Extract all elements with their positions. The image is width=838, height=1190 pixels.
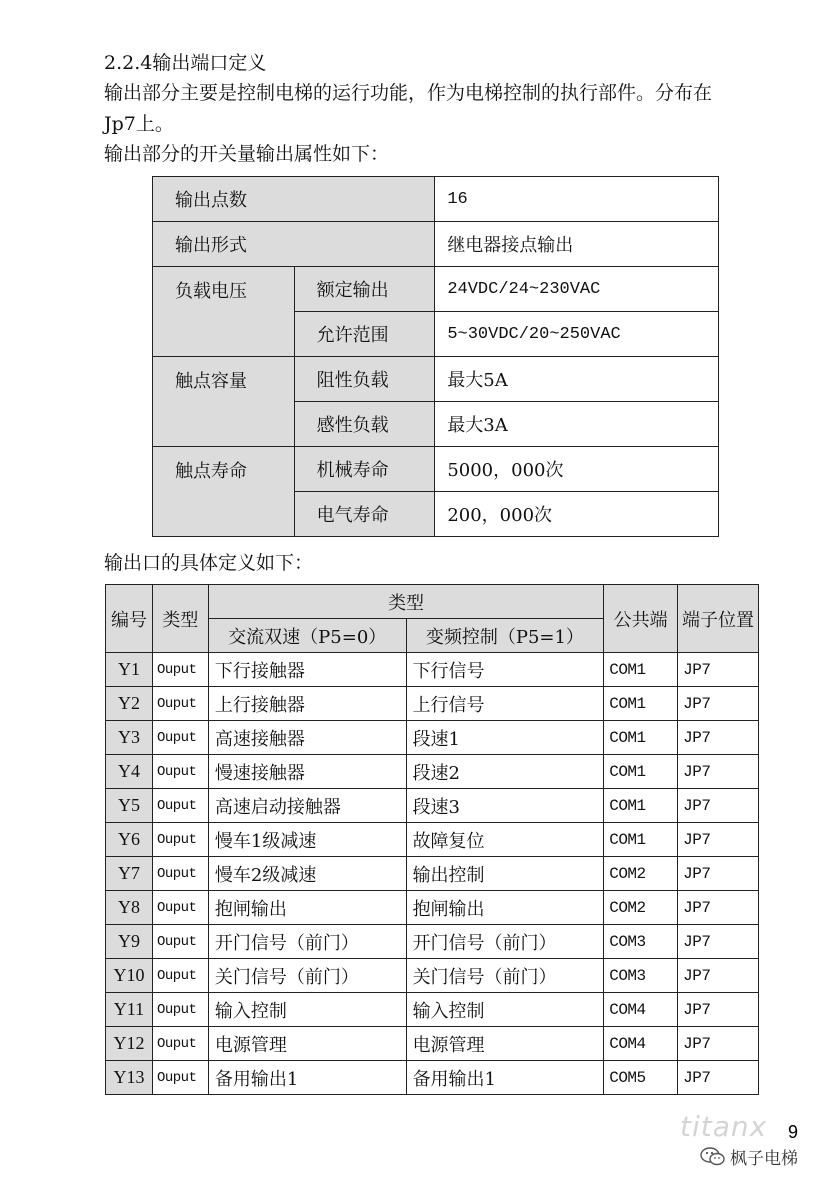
attr-label: 输出形式 [153,222,435,267]
attr-row-output-form [153,222,719,267]
attr-sublabel: 电气寿命 [294,492,435,537]
attr-sublabel: 感性负载 [294,402,435,447]
table-row [106,1027,759,1061]
cell-vf-control: 输入控制 [406,993,604,1027]
intro-paragraph-line-2: Jp7上。 [104,113,174,135]
cell-ac-two-speed: 关门信号（前门） [208,959,406,993]
cell-terminal: JP7 [678,891,759,925]
cell-common: COM2 [604,857,678,891]
cell-type: Ouput [152,891,208,925]
attr-value: 5~30VDC/20~250VAC [435,312,719,357]
cell-number: Y10 [106,959,153,993]
attr-sublabel: 允许范围 [294,312,435,357]
table-header-row [106,585,759,619]
attr-value: 200，000次 [435,492,719,537]
cell-vf-control: 备用输出1 [406,1061,604,1095]
cell-ac-two-speed: 上行接触器 [208,687,406,721]
cell-terminal: JP7 [678,687,759,721]
page-number: 9 [788,1122,799,1142]
cell-terminal: JP7 [678,857,759,891]
cell-ac-two-speed: 慢车1级减速 [208,823,406,857]
cell-number: Y9 [106,925,153,959]
cell-common: COM4 [604,1027,678,1061]
cell-terminal: JP7 [678,1027,759,1061]
table-row [106,687,759,721]
cell-terminal: JP7 [678,925,759,959]
header-vf-control: 变频控制（P5=1） [406,619,604,653]
attr-group-label: 触点容量 [153,357,295,447]
cell-vf-control: 段速2 [406,755,604,789]
attr-row-rated [153,267,719,312]
cell-vf-control: 上行信号 [406,687,604,721]
cell-number: Y4 [106,755,153,789]
table-row [106,789,759,823]
cell-vf-control: 电源管理 [406,1027,604,1061]
cell-type: Ouput [152,959,208,993]
cell-ac-two-speed: 备用输出1 [208,1061,406,1095]
cell-type: Ouput [152,1027,208,1061]
attr-row-resistive [153,357,719,402]
cell-type: Ouput [152,789,208,823]
cell-type: Ouput [152,755,208,789]
cell-terminal: JP7 [678,721,759,755]
table-row [106,959,759,993]
cell-ac-two-speed: 抱闸输出 [208,891,406,925]
cell-number: Y13 [106,1061,153,1095]
intro-paragraph-line-1: 输出部分主要是控制电梯的运行功能，作为电梯控制的执行部件。分布在 [104,82,713,104]
cell-common: COM1 [604,823,678,857]
intro-paragraph-line-3: 输出部分的开关量输出属性如下： [104,143,390,165]
cell-ac-two-speed: 下行接触器 [208,653,406,687]
cell-common: COM2 [604,891,678,925]
cell-ac-two-speed: 慢速接触器 [208,755,406,789]
attr-value: 最大3A [435,402,719,447]
output-definition-table [105,584,759,1095]
cell-terminal: JP7 [678,823,759,857]
output-definition-intro: 输出口的具体定义如下： [104,552,314,574]
cell-vf-control: 开门信号（前门） [406,925,604,959]
table-row [106,721,759,755]
cell-type: Ouput [152,1061,208,1095]
cell-number: Y11 [106,993,153,1027]
cell-ac-two-speed: 慢车2级减速 [208,857,406,891]
cell-type: Ouput [152,823,208,857]
table-row [106,925,759,959]
watermark: titanx [680,1110,768,1143]
attr-sublabel: 阻性负载 [294,357,435,402]
cell-vf-control: 关门信号（前门） [406,959,604,993]
header-type: 类型 [152,585,208,653]
cell-common: COM3 [604,959,678,993]
table-row [106,891,759,925]
cell-common: COM3 [604,925,678,959]
cell-ac-two-speed: 高速接触器 [208,721,406,755]
attr-row-output-count [153,177,719,222]
attr-group-label: 负载电压 [153,267,295,357]
cell-type: Ouput [152,925,208,959]
cell-vf-control: 故障复位 [406,823,604,857]
header-common: 公共端 [604,585,678,653]
attr-value: 继电器接点输出 [435,222,719,267]
header-ac-two-speed: 交流双速（P5=0） [208,619,406,653]
table-row [106,755,759,789]
cell-common: COM1 [604,687,678,721]
table-row [106,857,759,891]
cell-terminal: JP7 [678,993,759,1027]
attr-sublabel: 机械寿命 [294,447,435,492]
attr-sublabel: 额定输出 [294,267,435,312]
cell-vf-control: 段速3 [406,789,604,823]
cell-number: Y3 [106,721,153,755]
attr-group-label: 触点寿命 [153,447,295,537]
cell-common: COM4 [604,993,678,1027]
cell-vf-control: 抱闸输出 [406,891,604,925]
attr-value: 最大5A [435,357,719,402]
cell-ac-two-speed: 输入控制 [208,993,406,1027]
cell-common: COM1 [604,755,678,789]
section-heading: 2.2.4输出端口定义 [104,52,267,74]
header-terminal: 端子位置 [678,585,759,653]
cell-terminal: JP7 [678,755,759,789]
cell-common: COM1 [604,721,678,755]
cell-number: Y12 [106,1027,153,1061]
attr-value: 5000，000次 [435,447,719,492]
cell-ac-two-speed: 电源管理 [208,1027,406,1061]
cell-number: Y1 [106,653,153,687]
wechat-account-name: 枫子电梯 [730,1149,798,1169]
cell-type: Ouput [152,993,208,1027]
cell-terminal: JP7 [678,1061,759,1095]
cell-terminal: JP7 [678,653,759,687]
table-row [106,653,759,687]
cell-common: COM5 [604,1061,678,1095]
cell-type: Ouput [152,687,208,721]
cell-terminal: JP7 [678,959,759,993]
output-attribute-table [152,176,719,537]
cell-number: Y5 [106,789,153,823]
table-row [106,823,759,857]
output-table-body [106,653,759,1095]
cell-number: Y6 [106,823,153,857]
wechat-icon [700,1146,726,1168]
cell-type: Ouput [152,653,208,687]
cell-ac-two-speed: 高速启动接触器 [208,789,406,823]
cell-vf-control: 输出控制 [406,857,604,891]
cell-common: COM1 [604,789,678,823]
header-number: 编号 [106,585,153,653]
cell-number: Y8 [106,891,153,925]
attr-value: 16 [435,177,719,222]
cell-vf-control: 下行信号 [406,653,604,687]
cell-vf-control: 段速1 [406,721,604,755]
table-row [106,1061,759,1095]
attr-value: 24VDC/24~230VAC [435,267,719,312]
attr-label: 输出点数 [153,177,435,222]
cell-number: Y2 [106,687,153,721]
cell-type: Ouput [152,721,208,755]
cell-common: COM1 [604,653,678,687]
wechat-account [700,1144,798,1169]
cell-ac-two-speed: 开门信号（前门） [208,925,406,959]
cell-terminal: JP7 [678,789,759,823]
attr-row-mechanical [153,447,719,492]
cell-number: Y7 [106,857,153,891]
header-type-group: 类型 [208,585,603,619]
cell-type: Ouput [152,857,208,891]
table-row [106,993,759,1027]
